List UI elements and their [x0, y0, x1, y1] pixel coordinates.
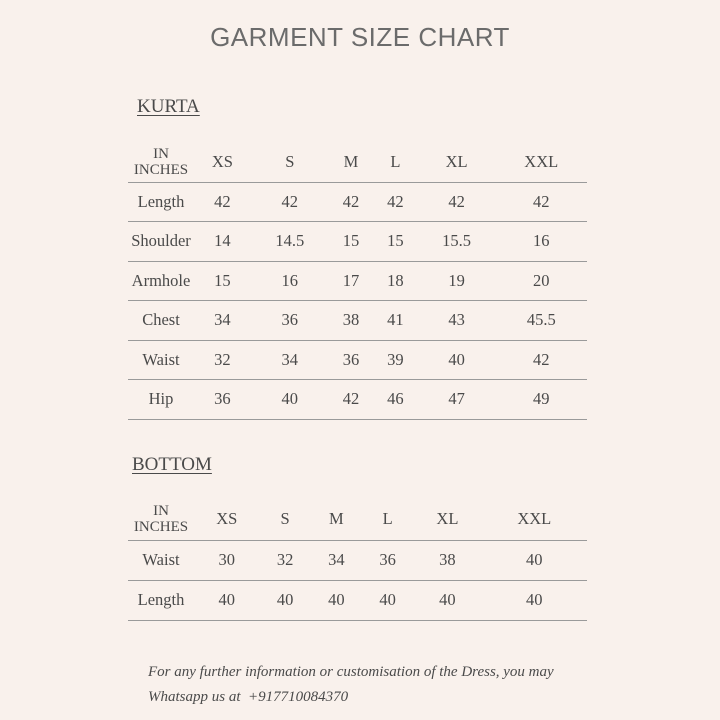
footer-line: For any further information or customisation of the Dress, you may: [148, 664, 554, 680]
table-cell: 34: [194, 301, 251, 341]
table-cell: 15: [373, 222, 417, 262]
table-row: [128, 340, 587, 380]
table-cell: 40: [482, 540, 587, 580]
table-cell: 40: [482, 580, 587, 620]
table-cell: 14.5: [251, 222, 329, 262]
table-cell: 42: [496, 182, 587, 222]
table-row: [128, 580, 587, 620]
table-row: [128, 261, 587, 301]
table-cell: 15: [194, 261, 251, 301]
table-cell: 42: [418, 182, 496, 222]
table-row: [128, 301, 587, 341]
row-label: Waist: [128, 340, 194, 380]
bottom-section-label: BOTTOM: [132, 454, 212, 475]
table-cell: 15.5: [418, 222, 496, 262]
table-cell: 46: [373, 380, 417, 420]
table-cell: 40: [194, 580, 260, 620]
table-cell: 40: [418, 340, 496, 380]
row-label: Chest: [128, 301, 194, 341]
row-label: Armhole: [128, 261, 194, 301]
table-cell: 14: [194, 222, 251, 262]
kurta-section-label: KURTA: [137, 96, 200, 117]
table-cell: 47: [418, 380, 496, 420]
table-row: [128, 222, 587, 262]
table-cell: 39: [373, 340, 417, 380]
footer-line: Whatsapp us at +917710084370: [148, 689, 349, 705]
table-cell: 16: [496, 222, 587, 262]
table-cell: 32: [194, 340, 251, 380]
row-label: Hip: [128, 380, 194, 420]
size-header: XS: [194, 498, 260, 540]
table-cell: 43: [418, 301, 496, 341]
table-cell: 36: [329, 340, 373, 380]
unit-header: [128, 142, 194, 182]
table-cell: 18: [373, 261, 417, 301]
size-header: XL: [413, 498, 481, 540]
size-header: XS: [194, 142, 251, 182]
table-cell: 20: [496, 261, 587, 301]
table-cell: 36: [194, 380, 251, 420]
table-cell: 45.5: [496, 301, 587, 341]
table-cell: 42: [373, 182, 417, 222]
unit-header-line: IN: [153, 145, 169, 162]
kurta-header-row: [128, 142, 587, 182]
table-cell: 15: [329, 222, 373, 262]
row-label: Length: [128, 182, 194, 222]
table-cell: 34: [311, 540, 362, 580]
size-header: XXL: [482, 498, 587, 540]
table-cell: 42: [329, 182, 373, 222]
size-header: XL: [418, 142, 496, 182]
table-cell: 42: [251, 182, 329, 222]
unit-header-line: IN: [153, 502, 169, 519]
table-cell: 34: [251, 340, 329, 380]
table-cell: 36: [362, 540, 413, 580]
page-title: GARMENT SIZE CHART: [210, 22, 510, 52]
size-header: XXL: [496, 142, 587, 182]
table-cell: 42: [194, 182, 251, 222]
table-cell: 40: [413, 580, 481, 620]
table-cell: 38: [329, 301, 373, 341]
table-row: [128, 182, 587, 222]
table-cell: 38: [413, 540, 481, 580]
bottom-size-table: [128, 498, 587, 621]
row-label: Waist: [128, 540, 194, 580]
table-cell: 30: [194, 540, 260, 580]
table-cell: 40: [362, 580, 413, 620]
table-cell: 40: [251, 380, 329, 420]
size-header: L: [373, 142, 417, 182]
table-cell: 19: [418, 261, 496, 301]
bottom-header-row: [128, 498, 587, 540]
kurta-size-table: [128, 142, 587, 420]
table-cell: 32: [260, 540, 311, 580]
row-label: Shoulder: [128, 222, 194, 262]
size-header: M: [311, 498, 362, 540]
table-cell: 49: [496, 380, 587, 420]
table-cell: 40: [311, 580, 362, 620]
table-cell: 40: [260, 580, 311, 620]
table-cell: 17: [329, 261, 373, 301]
table-row: [128, 540, 587, 580]
table-cell: 42: [329, 380, 373, 420]
size-header: M: [329, 142, 373, 182]
size-header: S: [251, 142, 329, 182]
unit-header: [128, 498, 194, 540]
unit-header-line: INCHES: [133, 518, 189, 535]
row-label: Length: [128, 580, 194, 620]
contact-footer: [148, 660, 668, 710]
table-cell: 42: [496, 340, 587, 380]
size-header: L: [362, 498, 413, 540]
table-row: [128, 380, 587, 420]
table-cell: 41: [373, 301, 417, 341]
table-cell: 36: [251, 301, 329, 341]
unit-header-line: INCHES: [133, 161, 189, 178]
table-cell: 16: [251, 261, 329, 301]
size-header: S: [260, 498, 311, 540]
